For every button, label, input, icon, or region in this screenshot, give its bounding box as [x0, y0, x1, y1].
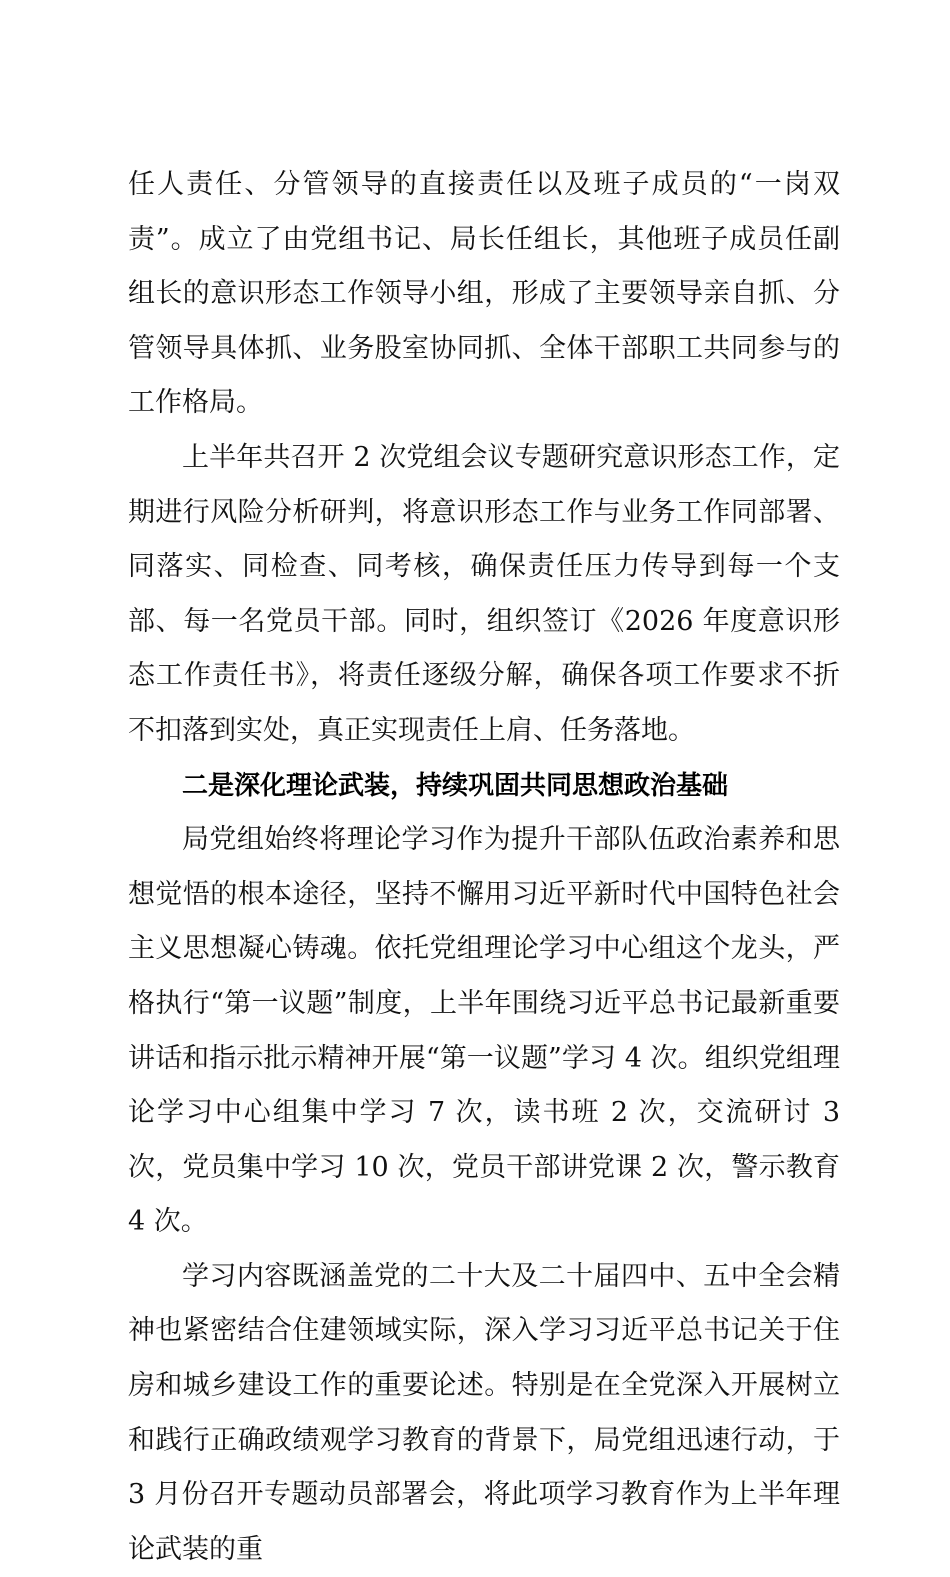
paragraph-party-meetings: 上半年共召开 2 次党组会议专题研究意识形态工作，定期进行风险分析研判，将意识形态工作与业务工作同部署、同落实、同检查、同考核，确保责任压力传导到每一个支部、每一名党员干部。同时，组织签订《2026 年度意识形态工作责任书》，将责任逐级分解，确保各项工作要求不折不扣落到实处，真正实现责任上肩、任务落地。 [128, 441, 840, 746]
paragraph-responsibility-system: 任人责任、分管领导的直接责任以及班子成员的“一岗双责”。成立了由党组书记、局长任组长，其他班子成员任副组长的意识形态工作领导小组，形成了主要领导亲自抓、分管领导具体抓、业务股室协同抓、全体干部职工共同参与的工作格局。 [128, 169, 840, 419]
document-body [128, 158, 840, 1577]
paragraph-study-content: 学习内容既涵盖党的二十大及二十届四中、五中全会精神也紧密结合住建领域实际，深入学习习近平总书记关于住房和城乡建设工作的重要论述。特别是在全党深入开展树立和践行正确政绩观学习教育的背景下，局党组迅速行动，于 3 月份召开专题动员部署会，将此项学习教育作为上半年理论武装的重 [128, 1260, 840, 1565]
paragraph-theory-study: 局党组始终将理论学习作为提升干部队伍政治素养和思想觉悟的根本途径，坚持不懈用习近平新时代中国特色社会主义思想凝心铸魂。依托党组理论学习中心组这个龙头，严格执行“第一议题”制度，上半年围绕习近平总书记最新重要讲话和指示批示精神开展“第一议题”学习 4 次。组织党组理论学习中心组集中学习 7 次，读书班 2 次，交流研讨 3 次，党员集中学习 10 次，党员干部讲党课 2 次，警示教育 4 次。 [128, 824, 840, 1238]
section-heading-theory: 二是深化理论武装，持续巩固共同思想政治基础 [182, 770, 729, 801]
